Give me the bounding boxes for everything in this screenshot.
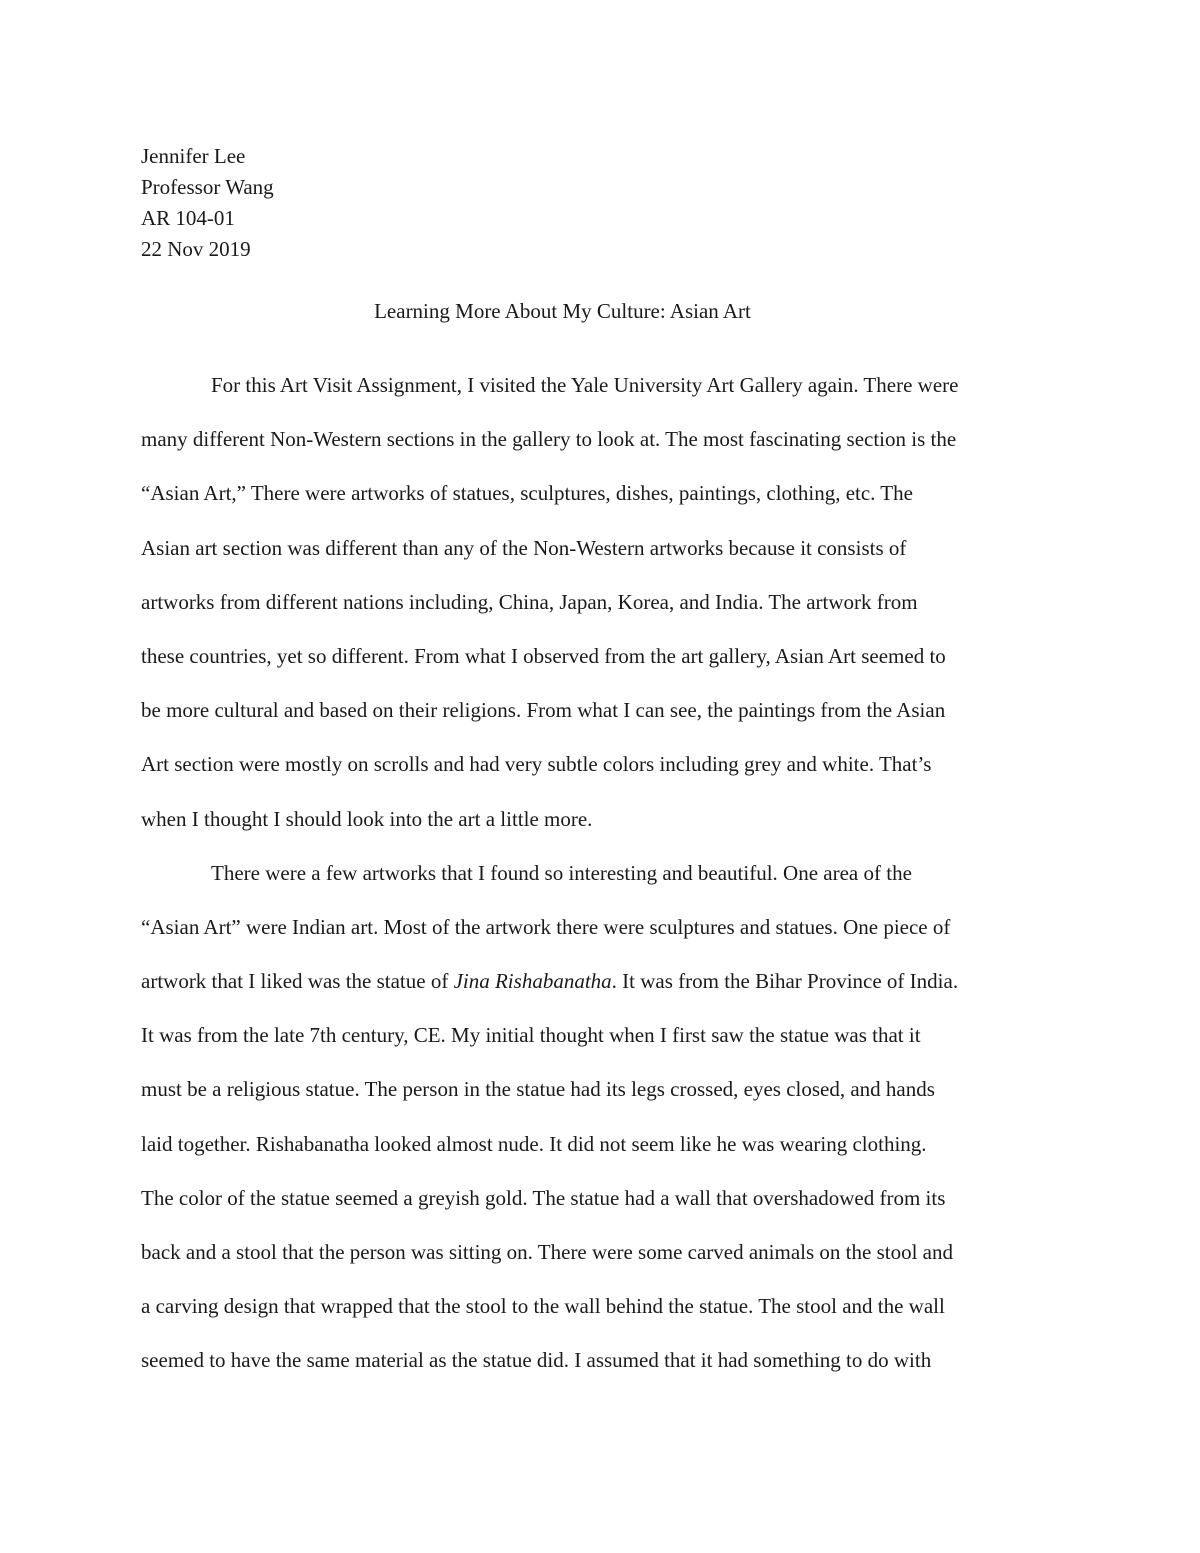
body-line: It was from the late 7th century, CE. My initial thought when I first saw the statue was that it bbox=[141, 1023, 921, 1048]
body-line: The color of the statue seemed a greyish gold. The statue had a wall that overshadowed from its bbox=[141, 1185, 946, 1210]
professor-name: Professor Wang bbox=[141, 175, 274, 199]
body-line: artworks from different nations including, China, Japan, Korea, and India. The artwork from bbox=[141, 589, 918, 614]
body-line: laid together. Rishabanatha looked almost nude. It did not seem like he was wearing clothing. bbox=[141, 1131, 927, 1156]
body-line: a carving design that wrapped that the stool to the wall behind the statue. The stool and the wall bbox=[141, 1294, 945, 1319]
author-name: Jennifer Lee bbox=[141, 144, 246, 168]
line-text: artwork that I liked was the statue of bbox=[141, 969, 454, 994]
course-code: AR 104-01 bbox=[141, 206, 235, 230]
essay-title: Learning More About My Culture: Asian Art bbox=[374, 299, 751, 323]
body-line: be more cultural and based on their religions. From what I can see, the paintings from the Asian bbox=[141, 698, 946, 723]
body-line: There were a few artworks that I found so interesting and beautiful. One area of the bbox=[211, 860, 912, 885]
body-line: these countries, yet so different. From what I observed from the art gallery, Asian Art seemed to bbox=[141, 643, 946, 668]
header-block bbox=[141, 141, 274, 265]
body-line: Asian art section was different than any of the Non-Western artworks because it consists of bbox=[141, 535, 907, 560]
body-line: seemed to have the same material as the statue did. I assumed that it had something to do with bbox=[141, 1348, 932, 1373]
body-line: For this Art Visit Assignment, I visited the Yale University Art Gallery again. There were bbox=[211, 373, 959, 397]
body-line: back and a stool that the person was sitting on. There were some carved animals on the stool and bbox=[141, 1240, 953, 1264]
body-line: Art section were mostly on scrolls and had very subtle colors including grey and white. That’s bbox=[141, 752, 932, 777]
body-line: “Asian Art” were Indian art. Most of the artwork there were sculptures and statues. One piece of bbox=[141, 914, 951, 939]
body-line: when I thought I should look into the art a little more. bbox=[141, 806, 593, 831]
body-line: “Asian Art,” There were artworks of statues, sculptures, dishes, paintings, clothing, etc. The bbox=[141, 481, 913, 506]
body-line-with-artwork-title bbox=[141, 954, 1059, 1008]
body-line: must be a religious statue. The person in the statue had its legs crossed, eyes closed, and hands bbox=[141, 1077, 935, 1102]
body-line: many different Non-Western sections in the gallery to look at. The most fascinating section is the bbox=[141, 427, 957, 452]
line-text: . It was from the Bihar Province of India. bbox=[611, 969, 959, 994]
submission-date: 22 Nov 2019 bbox=[141, 237, 251, 261]
essay-body bbox=[141, 358, 1059, 1388]
artwork-title: Jina Rishabanatha bbox=[453, 969, 612, 994]
essay-title-row bbox=[0, 296, 1200, 327]
